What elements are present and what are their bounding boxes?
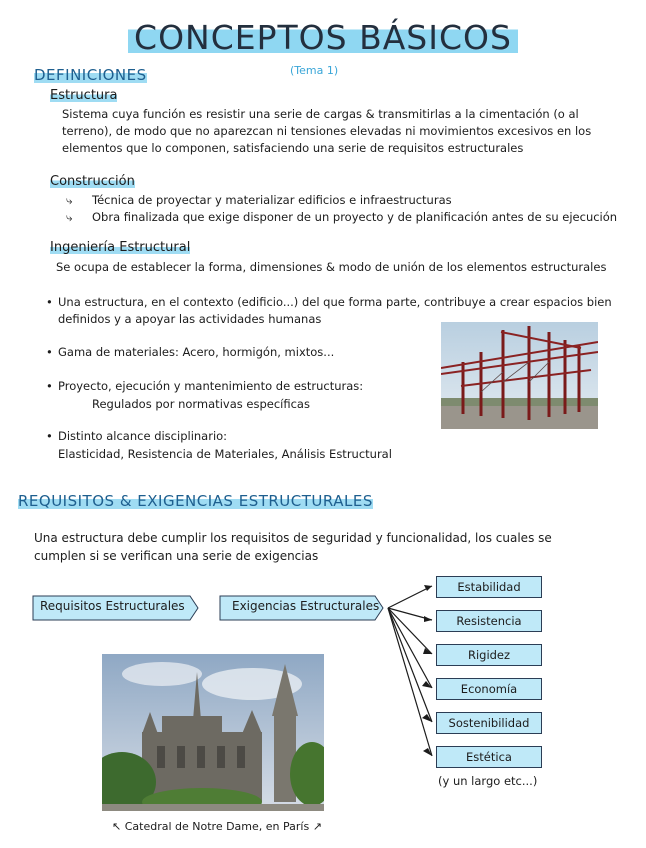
estructura-line-1: Sistema cuya función es resistir una serie de cargas & transmitirlas a la cimentación (o al: [62, 107, 579, 121]
section-heading-requisitos: REQUISITOS & EXIGENCIAS ESTRUCTURALES: [18, 492, 373, 510]
bullet-2: Gama de materiales: Acero, hormigón, mixtos...: [58, 345, 335, 359]
bullet-3-line-2: Regulados por normativas específicas: [92, 397, 310, 411]
construccion-item-2: Obra finalizada que exige disponer de un proyecto y de planificación antes de su ejecución: [92, 210, 618, 224]
construccion-item-1: Técnica de proyectar y materializar edificios e infraestructuras: [92, 193, 452, 207]
bullet-1-line-1: Una estructura, en el contexto (edificio...) del que forma parte, contribuye a crear espacios bien: [58, 295, 612, 309]
bullet-4-line-1: Distinto alcance disciplinario:: [58, 429, 228, 443]
exigencia-tag: Economía: [436, 678, 542, 700]
requisitos-line-1: Una estructura debe cumplir los requisitos de seguridad y funcionalidad, los cuales se: [34, 531, 552, 545]
estructura-line-3: elementos que lo componen, satisfaciendo una serie de requisitos estructurales: [62, 141, 524, 155]
exigencia-tag: Rigidez: [436, 644, 542, 666]
subheading-estructura: Estructura: [50, 88, 118, 103]
notre-dame-caption: ↖ Catedral de Notre Dame, en París ↗: [112, 820, 322, 833]
section-heading-definiciones: DEFINICIONES: [34, 66, 147, 84]
exigencia-tag: Sostenibilidad: [436, 712, 542, 734]
bullet-1-line-2: definidos y a apoyar las actividades humanas: [58, 312, 322, 326]
page-title: CONCEPTOS BÁSICOS: [0, 18, 646, 57]
exigencias-box: Exigencias Estructurales: [232, 599, 380, 613]
requisitos-box: Requisitos Estructurales: [40, 599, 185, 613]
estructura-line-2: terreno), de modo que no aparezcan ni tensiones elevadas ni movimientos excesivos en los: [62, 124, 592, 138]
bullet-dot: •: [46, 379, 53, 393]
subheading-ingenieria: Ingeniería Estructural: [50, 240, 191, 255]
exigencia-tag: Resistencia: [436, 610, 542, 632]
notre-dame-photo: [102, 654, 324, 811]
etc-note: (y un largo etc...): [438, 774, 538, 788]
page-subtitle: (Tema 1): [290, 64, 339, 77]
exigencia-tag: Estética: [436, 746, 542, 768]
construccion-arrow-2: ⤷: [66, 210, 73, 224]
ingenieria-line: Se ocupa de establecer la forma, dimensiones & modo de unión de los elementos estructurales: [56, 260, 607, 274]
bullet-3-line-1: Proyecto, ejecución y mantenimiento de estructuras:: [58, 379, 364, 393]
bullet-dot: •: [46, 345, 53, 359]
requisitos-line-2: cumplen si se verifican una serie de exigencias: [34, 549, 319, 563]
bullet-4-line-2: Elasticidad, Resistencia de Materiales, Análisis Estructural: [58, 447, 392, 461]
steel-structure-photo: [441, 322, 598, 429]
exigencia-tag: Estabilidad: [436, 576, 542, 598]
bullet-dot: •: [46, 429, 53, 443]
bullet-dot: •: [46, 295, 53, 309]
subheading-construccion: Construcción: [50, 174, 135, 189]
construccion-arrow-1: ⤷: [66, 193, 73, 207]
